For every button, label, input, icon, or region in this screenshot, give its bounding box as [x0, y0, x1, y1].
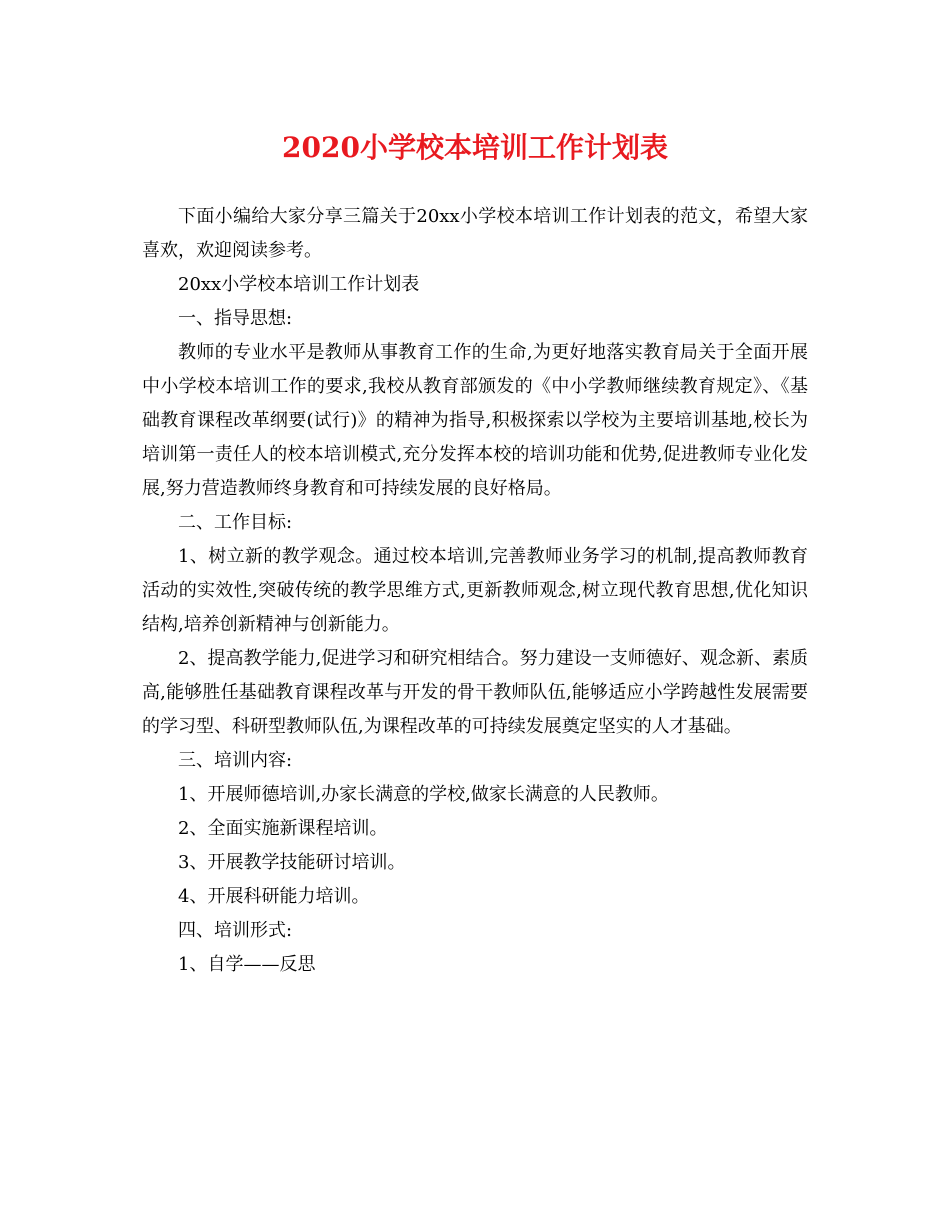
section-heading-work-goals: 二、工作目标: — [178, 512, 293, 533]
work-goal-2-paragraph: 2、提高教学能力,促进学习和研究相结合。努力建设一支师德好、观念新、素质高,能够胜任基础教育课程改革与开发的骨干教师队伍,能够适应小学跨越性发展需要的学习型、科研型教师队伍,为课程改革的可持续发展奠定坚实的人才基础。 — [142, 648, 808, 737]
work-goal-1-paragraph: 1、树立新的教学观念。通过校本培训,完善教师业务学习的机制,提高教师教育活动的实效性,突破传统的教学思维方式,更新教师观念,树立现代教育思想,优化知识结构,培养创新精神与创新能力。 — [142, 546, 808, 635]
intro-paragraph: 下面小编给大家分享三篇关于20xx小学校本培训工作计划表的范文，希望大家喜欢，欢迎阅读参考。 — [142, 206, 808, 261]
training-content-item-3: 3、开展教学技能研讨培训。 — [178, 852, 406, 873]
training-content-item-1: 1、开展师德培训,办家长满意的学校,做家长满意的人民教师。 — [178, 784, 669, 805]
training-content-item-4: 4、开展科研能力培训。 — [178, 886, 370, 907]
section-heading-guiding-ideology: 一、指导思想: — [178, 308, 293, 329]
training-content-item-2: 2、全面实施新课程培训。 — [178, 818, 388, 839]
training-form-item-1: 1、自学——反思 — [178, 954, 316, 975]
section-heading-training-forms: 四、培训形式: — [178, 920, 293, 941]
document-body — [142, 200, 808, 982]
section-heading-training-content: 三、培训内容: — [178, 750, 293, 771]
document-title: 2020小学校本培训工作计划表 — [282, 131, 668, 164]
guiding-ideology-paragraph: 教师的专业水平是教师从事教育工作的生命,为更好地落实教育局关于全面开展中小学校本培训工作的要求,我校从教育部颁发的《中小学教师继续教育规定》、《基础教育课程改革纲要(试行)》的精神为指导,积极探索以学校为主要培训基地,校长为培训第一责任人的校本培训模式,充分发挥本校的培训功能和优势,促进教师专业化发展,努力营造教师终身教育和可持续发展的良好格局。 — [142, 342, 808, 499]
subtitle-paragraph: 20xx小学校本培训工作计划表 — [178, 274, 420, 295]
